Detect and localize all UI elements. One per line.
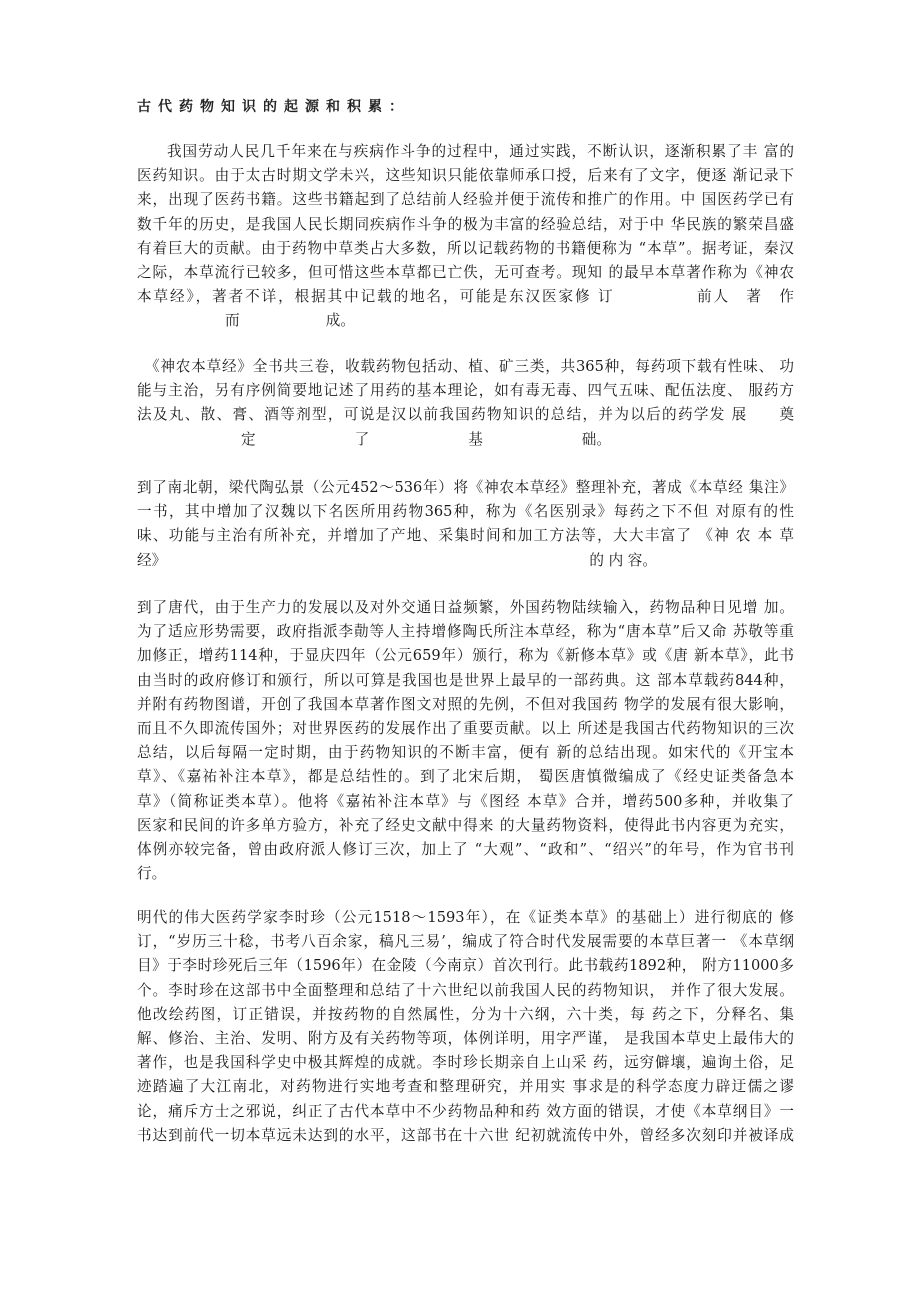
text-line: 行。 — [137, 865, 167, 883]
text-line: 能与主治，另有序例简要地记述了用药的基本理论，如有毒无毒、四气五味、配伍法度、 服药方 — [137, 382, 794, 400]
text-line: 草》、《嘉祐补注本草》，都是总结性的。到了北宋后期， 蜀医唐慎微编成了《经史证类备急本 — [137, 768, 794, 786]
text-line: 味、功能与主治有所补充，并增加了产地、采集时间和加工方法等，大大丰富了 《神 农 本 草 — [137, 527, 794, 545]
tail-word: 础。 — [581, 430, 611, 448]
text-line-tail — [137, 549, 657, 573]
text-line: 为了适应形势需要，政府指派李勣等人主持增修陶氏所注本草经，称为“唐本草”后又命 苏敬等重 — [137, 623, 794, 641]
text-line: 医药知识。由于太古时期文学未兴，这些知识只能依靠师承口授，后来有了文字，便逐 渐记录下 — [137, 167, 794, 185]
text-line: 由当时的政府修订和颁行，所以可算是我国也是世界上最早的一部药典。这 部本草载药844种， — [137, 671, 794, 689]
text-line: 来，出现了医药书籍。这些书籍起到了总结前人经验并便于流传和推广的作用。中 国医药学已有 — [137, 191, 794, 209]
tail-word: 经》 — [137, 551, 167, 569]
paragraph-2 — [137, 355, 794, 452]
tail-word: 而 — [225, 312, 240, 330]
text-line-tail — [137, 309, 355, 333]
text-line: 到了南北朝，梁代陶弘景（公元452～536年）将《神农本草经》整理补充，著成《本草经 集注》 — [137, 479, 794, 496]
text-line: 总结，以后每隔一定时期，由于药物知识的不断丰富，便有 新的总结出现。如宋代的《开宝本 — [137, 744, 794, 762]
text-line: 目》于李时珍死后三年（1596年）在金陵（今南京）首次刊行。此书载药1892种， 附方11000多 — [137, 957, 794, 975]
text-line: 《神农本草经》全书共三卷，收载药物包括动、植、矿三类，共365种，每药项下载有性味、 功 — [145, 358, 794, 375]
document-title: 古代药物知识的起源和积累： — [137, 99, 410, 115]
tail-word: 成。 — [325, 312, 355, 330]
text-line: 加修正，增药114种，于显庆四年（公元659年）颁行，称为《新修本草》或《唐 新本草》，此书 — [137, 647, 794, 665]
tail-word: 了 — [354, 430, 370, 448]
text-line: 到了唐代，由于生产力的发展以及对外交通日益频繁，外国药物陆续输入，药物品种日见增 加。 — [137, 599, 794, 616]
tail-word: 基 — [468, 430, 483, 448]
text-line: 我国劳动人民几千年来在与疾病作斗争的过程中，通过实践，不断认识，逐渐积累了丰 富的 — [167, 143, 794, 160]
text-line: 明代的伟大医药学家李时珍（公元1518～1593年），在《证类本草》的基础上）进行彻底的 修 — [137, 909, 794, 926]
tail-word: 定 — [241, 430, 256, 448]
text-line: 论，痛斥方士之邪说，纠正了古代本草中不少药物品种和药 效方面的错误，才使《本草纲目》一 — [137, 1102, 794, 1120]
text-line: 个。李时珍在这部书中全面整理和总结了十六世纪以前我国人民的药物知识， 并作了很大发展。 — [137, 981, 794, 999]
text-line: 著作，也是我国科学史中极其辉煌的成就。李时珍长期亲自上山采 药，远穷僻壤，遍询土俗，足 — [137, 1054, 794, 1072]
tail-word: 的 内 容。 — [589, 551, 657, 569]
text-line: 草》（简称证类本草）。他将《嘉祐补注本草》与《图经 本草》合并，增药500多种，并收集了 — [137, 792, 794, 810]
text-line: 本草经》，著者不详，根据其中记载的地名，可能是东汉医家修 订 前人 著 作 — [137, 288, 794, 306]
text-line-tail — [137, 428, 611, 452]
text-line: 迹踏遍了大江南北，对药物进行实地考查和整理研究，并用实 事求是的科学态度力辟迂儒之谬 — [137, 1078, 794, 1096]
text-line: 之际，本草流行已较多，但可惜这些本草都已亡佚，无可查考。现知 的最早本草著作称为《神农 — [137, 263, 794, 281]
paragraph-3 — [137, 476, 794, 573]
text-line: 解、修治、主治、发明、附方及有关药物等项，体例详明，用字严谨， 是我国本草史上最伟大的 — [137, 1029, 794, 1047]
text-line: 而且不久即流传国外；对世界医药的发展作出了重要贡献。以上 所述是我国古代药物知识的三次 — [137, 719, 794, 737]
paragraph-5 — [137, 906, 794, 1148]
text-line: 医家和民间的许多单方验方，补充了经史文献中得来 的大量药物资料，使得此书内容更为充实， — [137, 816, 794, 834]
paragraph-4 — [137, 596, 794, 886]
text-line: 书达到前代一切本草远未达到的水平，这部书在十六世 纪初就流传中外，曾经多次刻印并被译成 — [137, 1126, 794, 1144]
paragraph-1 — [137, 140, 794, 334]
text-line: 有着巨大的贡献。由于药物中草类占大多数，所以记载药物的书籍便称为 “本草”。据考证，秦汉 — [137, 239, 794, 257]
text-line: 订，“岁历三十稔，书考八百余家，稿凡三易’，编成了符合时代发展需要的本草巨著一 《本草纲 — [137, 933, 794, 951]
text-line: 法及丸、散、膏、酒等剂型，可说是汉以前我国药物知识的总结，并为以后的药学发 展 奠 — [137, 406, 794, 424]
text-line: 并附有药物图谱，开创了我国本草著作图文对照的先例，不但对我国药 物学的发展有很大影响， — [137, 695, 794, 713]
text-line: 他改绘药图，订正错误，并按药物的自然属性，分为十六纲，六十类，每 药之下，分释名、集 — [137, 1005, 794, 1023]
text-line: 体例亦较完备，曾由政府派人修订三次，加上了 “大观”、“政和”、“绍兴”的年号，作为官书刊 — [137, 840, 794, 858]
text-line: 数千年的历史，是我国人民长期同疾病作斗争的极为丰富的经验总结，对于中 华民族的繁荣昌盛 — [137, 215, 794, 233]
text-line: 一书，其中增加了汉魏以下名医所用药物365种，称为《名医别录》每药之下不但 对原有的性 — [137, 503, 794, 521]
